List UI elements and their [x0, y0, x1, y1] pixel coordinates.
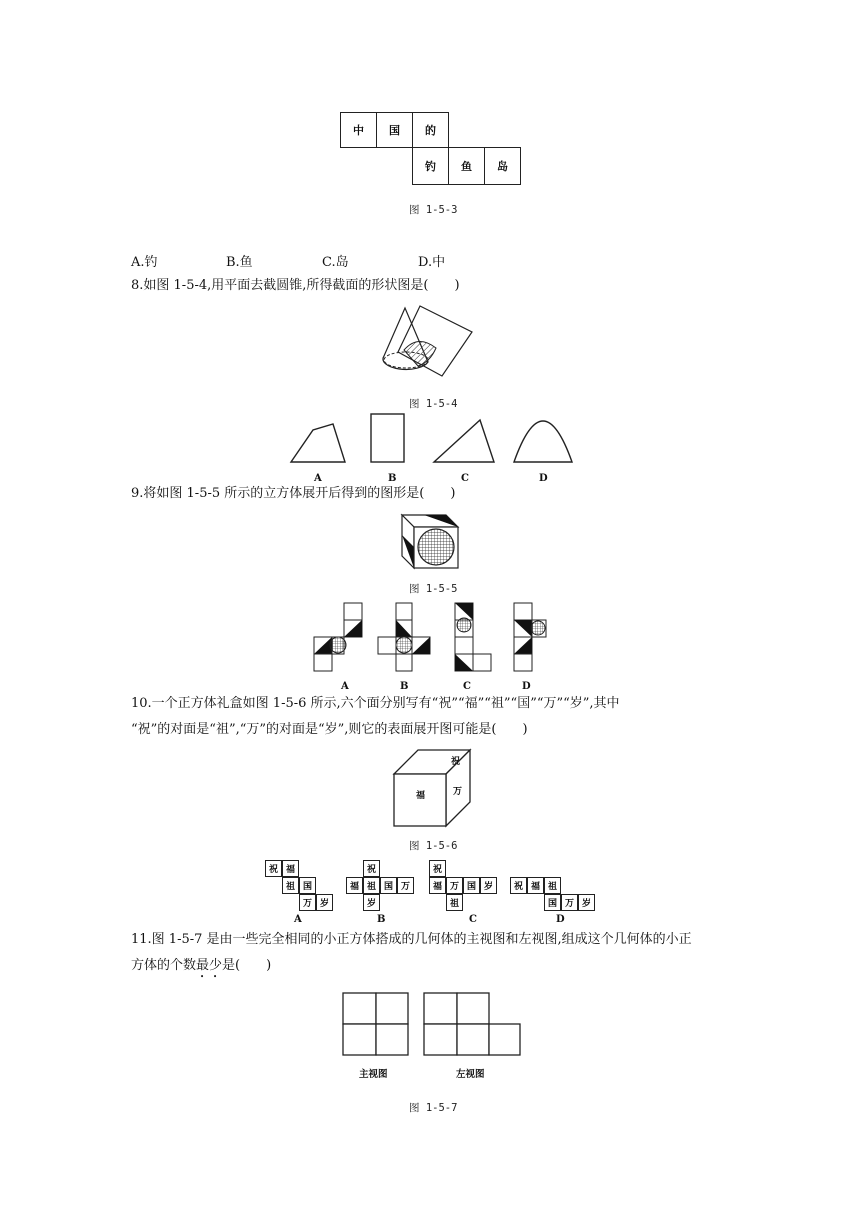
option-label: A [341, 681, 349, 692]
views-figure-1-5-7 [340, 990, 524, 1060]
figure-caption: 图 1-5-3 [409, 204, 458, 216]
quadrilateral-shape [291, 424, 345, 462]
cube-face-top: 祝 [451, 757, 461, 767]
option-label: C [463, 681, 471, 692]
question-8-text: 8.如图 1-5-4,用平面去截圆锥,所得截面的形状图是( ) [131, 278, 460, 293]
net-cell: 福 [429, 877, 446, 894]
net-cell: 祝 [363, 860, 380, 877]
left-view-label: 左视图 [456, 1069, 485, 1080]
net-cell: 祝 [265, 860, 282, 877]
net-cell: 鱼 [448, 147, 485, 185]
option-label: B [388, 473, 397, 484]
net-option-c [455, 603, 491, 671]
net-cell: 岁 [363, 894, 380, 911]
cube-figure-1-5-5 [398, 511, 462, 571]
cube-face-front: 福 [416, 791, 426, 801]
net-cell: 福 [346, 877, 363, 894]
net-cell: 祝 [510, 877, 527, 894]
option-label: C [469, 914, 477, 925]
front-view-label: 主视图 [359, 1069, 388, 1080]
net-cell: 万 [397, 877, 414, 894]
net-cell: 祖 [282, 877, 299, 894]
net-cell: 国 [376, 112, 413, 148]
net-cell: 万 [561, 894, 578, 911]
rectangle-shape [371, 414, 404, 462]
net-option-b [378, 603, 430, 671]
question-11-line1: 11.图 1-5-7 是由一些完全相同的小正方体搭成的几何体的主视图和左视图,组成这个几何体的小正 [131, 932, 692, 947]
q8-option-shapes [288, 410, 578, 470]
net-cell: 国 [544, 894, 561, 911]
question-11-text: 方体的个数 [131, 958, 197, 973]
net-cell: 岛 [484, 147, 521, 185]
question-10-line1: 10.一个正方体礼盒如图 1-5-6 所示,六个面分别写有“祝”“福”“祖”“国”“万”“岁”,其中 [131, 696, 620, 711]
figure-caption: 图 1-5-4 [409, 398, 458, 410]
net-cell: 岁 [480, 877, 497, 894]
option-c: C.岛 [322, 255, 349, 270]
net-cell: 中 [340, 112, 377, 148]
question-11-line2 [131, 956, 271, 981]
option-label: A [314, 473, 322, 484]
figure-caption: 图 1-5-5 [409, 583, 458, 595]
figure-caption: 图 1-5-7 [409, 1102, 458, 1114]
option-label: C [461, 473, 469, 484]
question-11-text-end: 是( ) [222, 958, 272, 973]
net-cell: 万 [446, 877, 463, 894]
net-cell: 国 [299, 877, 316, 894]
emphasized-word: 最少 [196, 958, 223, 973]
net-option-a [314, 603, 362, 671]
option-d: D.中 [418, 255, 446, 270]
question-10-line2: “祝”的对面是“祖”,“万”的对面是“岁”,则它的表面展开图可能是( ) [131, 722, 528, 737]
net-option-d [514, 603, 546, 671]
cube-face-right: 万 [453, 787, 463, 797]
option-label: A [294, 914, 302, 925]
net-cell: 岁 [316, 894, 333, 911]
option-label: D [556, 914, 565, 925]
option-label: D [522, 681, 531, 692]
net-cell: 岁 [578, 894, 595, 911]
net-cell: 钓 [412, 147, 449, 185]
option-label: B [400, 681, 409, 692]
option-a: A.钓 [131, 255, 158, 270]
left-view [424, 993, 520, 1055]
net-cell: 万 [299, 894, 316, 911]
net-cell: 国 [463, 877, 480, 894]
front-view [343, 993, 408, 1055]
net-cell: 福 [282, 860, 299, 877]
triangle-shape [434, 420, 494, 462]
net-cell: 福 [527, 877, 544, 894]
net-cell: 祖 [446, 894, 463, 911]
option-b: B.鱼 [226, 255, 253, 270]
net-cell: 祖 [363, 877, 380, 894]
parabola-shape [514, 421, 572, 462]
option-label: B [377, 914, 386, 925]
net-cell: 祝 [429, 860, 446, 877]
net-cell: 的 [412, 112, 449, 148]
figure-caption: 图 1-5-6 [409, 840, 458, 852]
q9-option-nets [310, 601, 550, 673]
net-cell: 国 [380, 877, 397, 894]
net-cell: 祖 [544, 877, 561, 894]
question-9-text: 9.将如图 1-5-5 所示的立方体展开后得到的图形是( ) [131, 486, 456, 501]
option-label: D [539, 473, 548, 484]
cone-cut-figure [380, 304, 480, 384]
